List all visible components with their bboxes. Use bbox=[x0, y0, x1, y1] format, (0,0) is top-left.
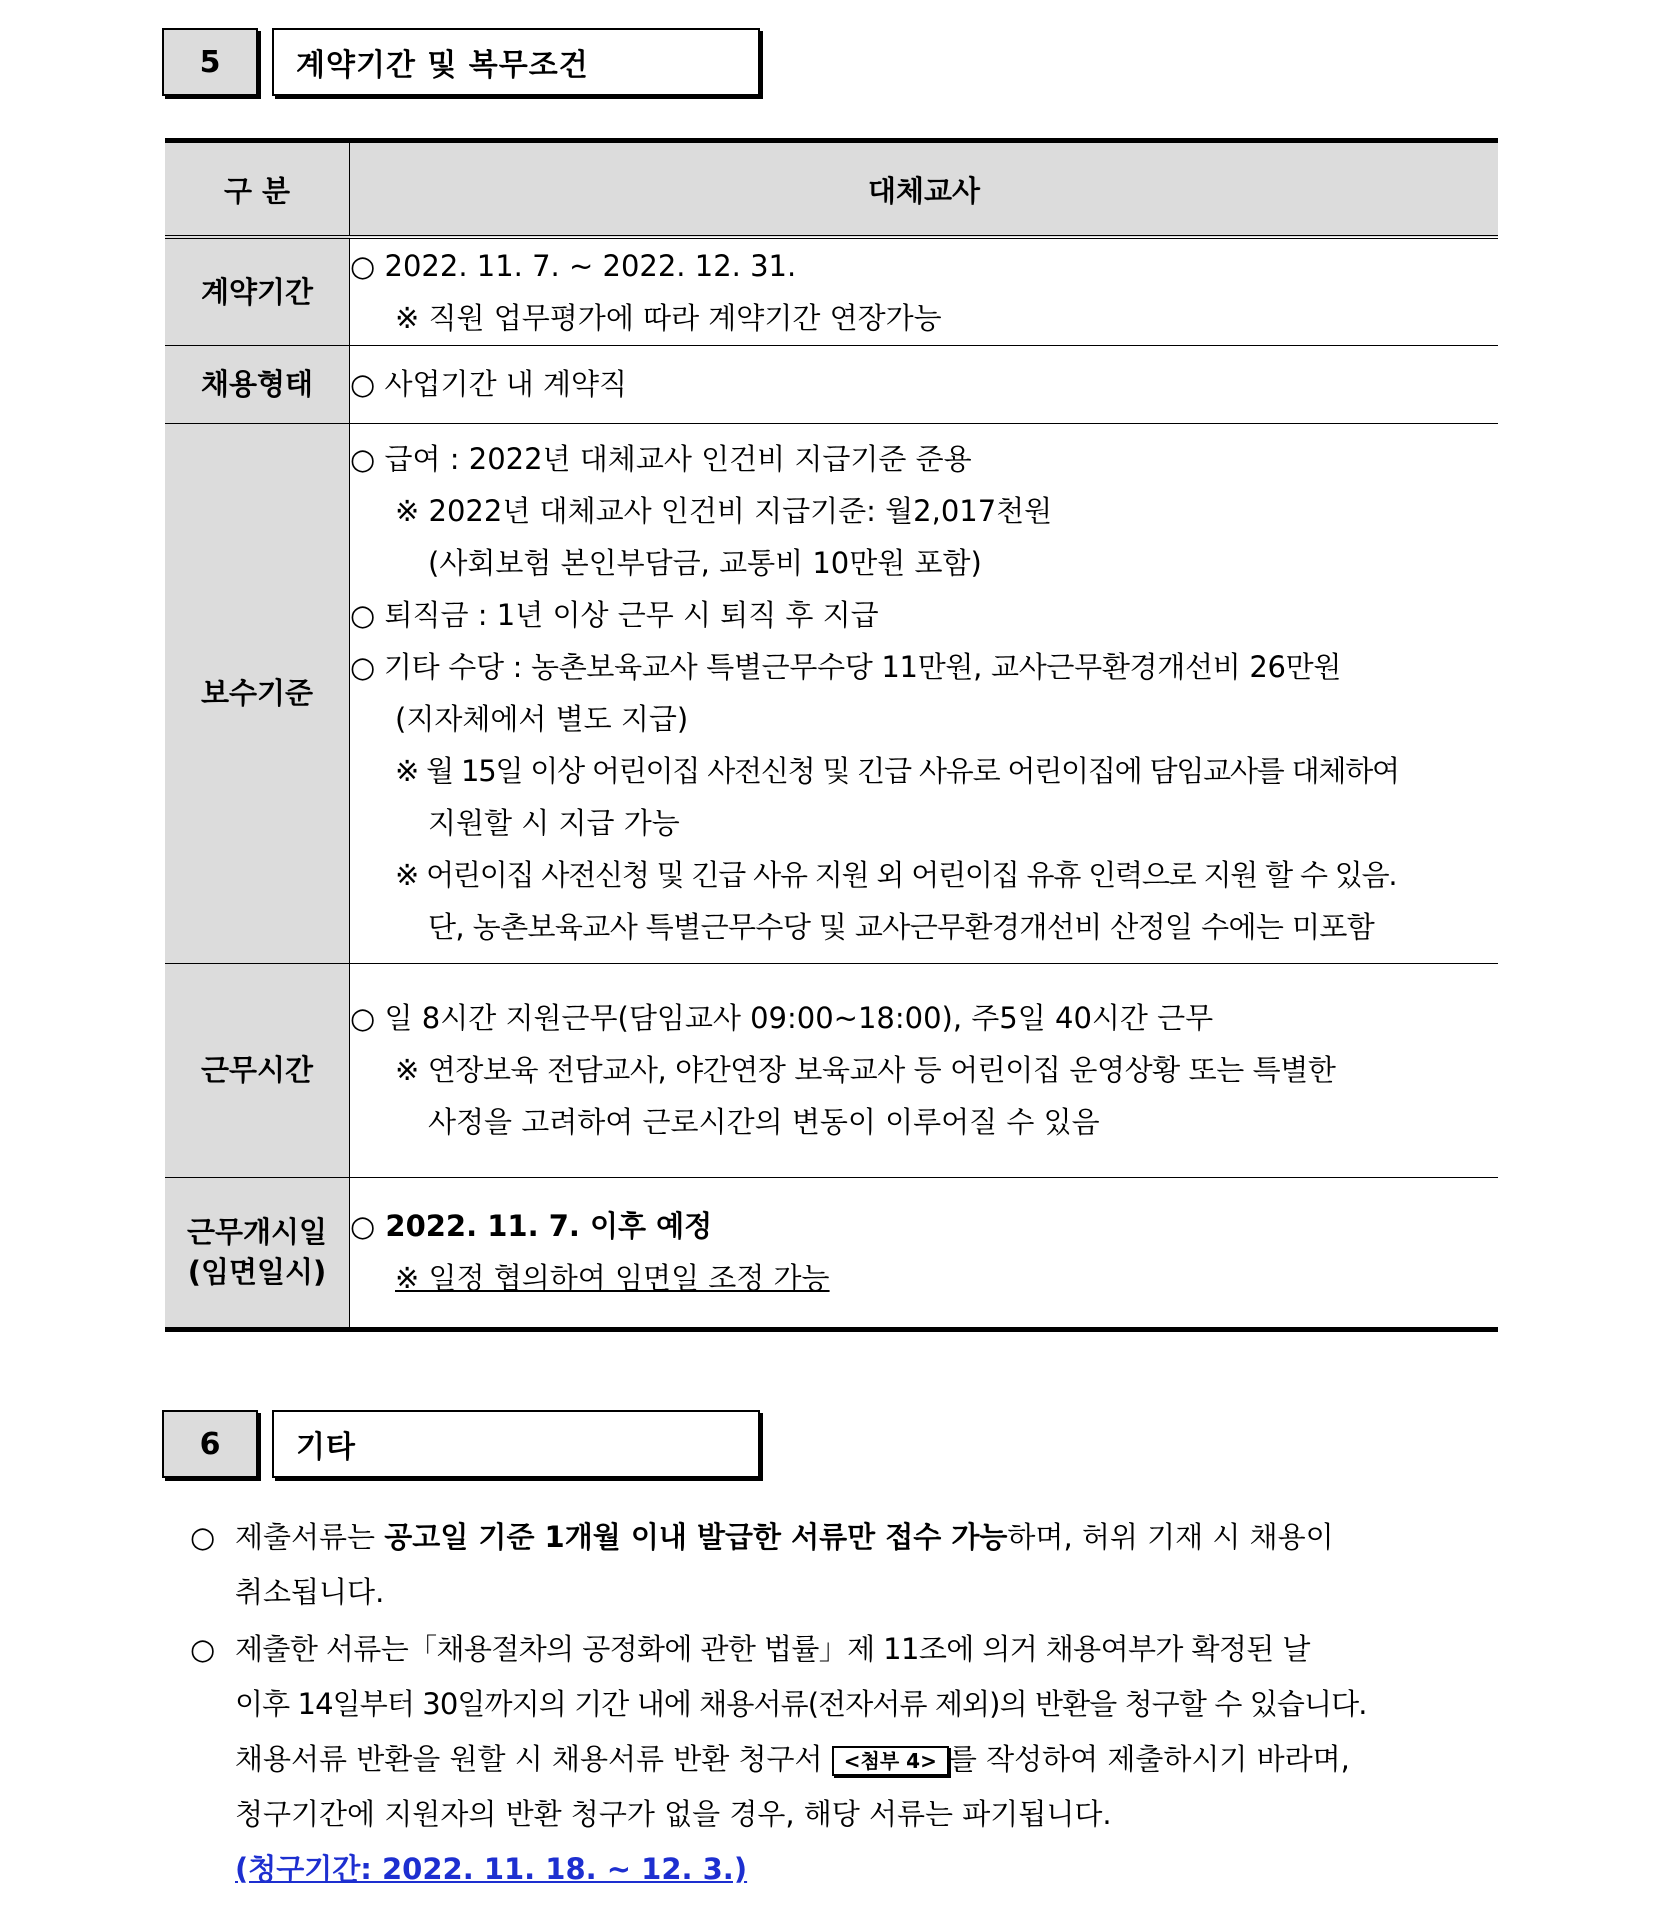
p1-line2: 취소됩니다. bbox=[235, 1575, 385, 1609]
hours-line: 사정을 고려하여 근로시간의 변동이 이루어질 수 있음 bbox=[428, 1105, 1100, 1139]
start-note-line: ※ 일정 협의하여 임면일 조정 가능 bbox=[395, 1261, 830, 1295]
row-label: 보수기준 bbox=[165, 423, 350, 963]
pay-line: (지자체에서 별도 지급) bbox=[395, 702, 689, 736]
table-header-row bbox=[165, 141, 1498, 238]
table-row-employment bbox=[165, 345, 1498, 423]
pay-line: ○ 기타 수당 : 농촌보육교사 특별근무수당 11만원, 교사근무환경개선비 26만원 bbox=[350, 650, 1342, 684]
pay-line: ※ 월 15일 이상 어린이집 사전신청 및 긴급 사유로 어린이집에 담임교사를 대체하여 bbox=[395, 754, 1399, 788]
p2-line4: 청구기간에 지원자의 반환 청구가 없을 경우, 해당 서류는 파기됩니다. bbox=[235, 1797, 1112, 1831]
table-row-pay bbox=[165, 423, 1498, 963]
claim-period: (청구기간: 2022. 11. 18. ~ 12. 3.) bbox=[235, 1852, 748, 1886]
row-label: 채용형태 bbox=[165, 345, 350, 423]
header-category: 구 분 bbox=[165, 141, 350, 238]
attachment-badge: <첨부 4> bbox=[832, 1746, 949, 1776]
conditions-table bbox=[165, 138, 1498, 1332]
paragraph-documents bbox=[190, 1510, 1500, 1620]
pay-line: ※ 어린이집 사전신청 및 긴급 사유 지원 외 어린이집 유휴 인력으로 지원 할 수 있음. bbox=[395, 858, 1397, 892]
p2-line3-text: 를 작성하여 제출하시기 바라며, bbox=[948, 1742, 1350, 1776]
hours-line: ※ 연장보육 전담교사, 야간연장 보육교사 등 어린이집 운영상황 또는 특별한 bbox=[395, 1053, 1336, 1087]
circle-bullet: ○ bbox=[190, 1632, 216, 1666]
row-label bbox=[165, 1177, 350, 1329]
p1-text: 제출서류는 bbox=[235, 1520, 385, 1554]
section-title: 계약기간 및 복무조건 bbox=[272, 28, 760, 96]
pay-line: 지원할 시 지급 가능 bbox=[428, 806, 680, 840]
section-6-body bbox=[190, 1510, 1500, 1897]
p2-line2: 이후 14일부터 30일까지의 기간 내에 채용서류(전자서류 제외)의 반환을 청구할 수 있습니다. bbox=[235, 1687, 1367, 1721]
contract-period-line: ○ 2022. 11. 7. ~ 2022. 12. 31. bbox=[350, 248, 797, 283]
row-content bbox=[350, 345, 1499, 423]
p2-line1: 제출한 서류는「채용절차의 공정화에 관한 법률」제 11조에 의거 채용여부가 확정된 날 bbox=[235, 1632, 1310, 1666]
paragraph-return bbox=[190, 1622, 1500, 1897]
row-content bbox=[350, 963, 1499, 1177]
pay-line: (사회보험 본인부담금, 교통비 10만원 포함) bbox=[428, 546, 982, 580]
table-row-start-date bbox=[165, 1177, 1498, 1329]
table-row-hours bbox=[165, 963, 1498, 1177]
section-title: 기타 bbox=[272, 1410, 760, 1478]
row-content bbox=[350, 237, 1499, 345]
p1-text: 하며, 허위 기재 시 채용이 bbox=[1007, 1520, 1334, 1554]
section-number: 5 bbox=[162, 28, 258, 96]
pay-line: 단, 농촌보육교사 특별근무수당 및 교사근무환경개선비 산정일 수에는 미포함 bbox=[428, 910, 1375, 944]
row-label: 계약기간 bbox=[165, 237, 350, 345]
start-label-line2: (임면일시) bbox=[187, 1255, 327, 1289]
circle-bullet: ○ bbox=[190, 1520, 216, 1554]
header-substitute-teacher: 대체교사 bbox=[350, 141, 1499, 238]
row-content bbox=[350, 1177, 1499, 1329]
pay-line: ○ 급여 : 2022년 대체교사 인건비 지급기준 준용 bbox=[350, 442, 972, 476]
start-date-line: ○ 2022. 11. 7. 이후 예정 bbox=[350, 1209, 713, 1243]
hours-line: ○ 일 8시간 지원근무(담임교사 09:00~18:00), 주5일 40시간 근무 bbox=[350, 1001, 1214, 1035]
p1-bold-text: 공고일 기준 1개월 이내 발급한 서류만 접수 가능 bbox=[384, 1520, 1008, 1554]
start-label-line1: 근무개시일 bbox=[186, 1215, 328, 1249]
pay-line: ※ 2022년 대체교사 인건비 지급기준: 월2,017천원 bbox=[395, 494, 1053, 528]
employment-type-line: ○ 사업기간 내 계약직 bbox=[350, 367, 628, 401]
pay-line: ○ 퇴직금 : 1년 이상 근무 시 퇴직 후 지급 bbox=[350, 598, 879, 632]
section-number: 6 bbox=[162, 1410, 258, 1478]
p2-line3-text: 채용서류 반환을 원할 시 채용서류 반환 청구서 bbox=[235, 1742, 832, 1776]
row-label: 근무시간 bbox=[165, 963, 350, 1177]
contract-note-line: ※ 직원 업무평가에 따라 계약기간 연장가능 bbox=[395, 300, 942, 335]
row-content bbox=[350, 423, 1499, 963]
table-row-contract bbox=[165, 237, 1498, 345]
